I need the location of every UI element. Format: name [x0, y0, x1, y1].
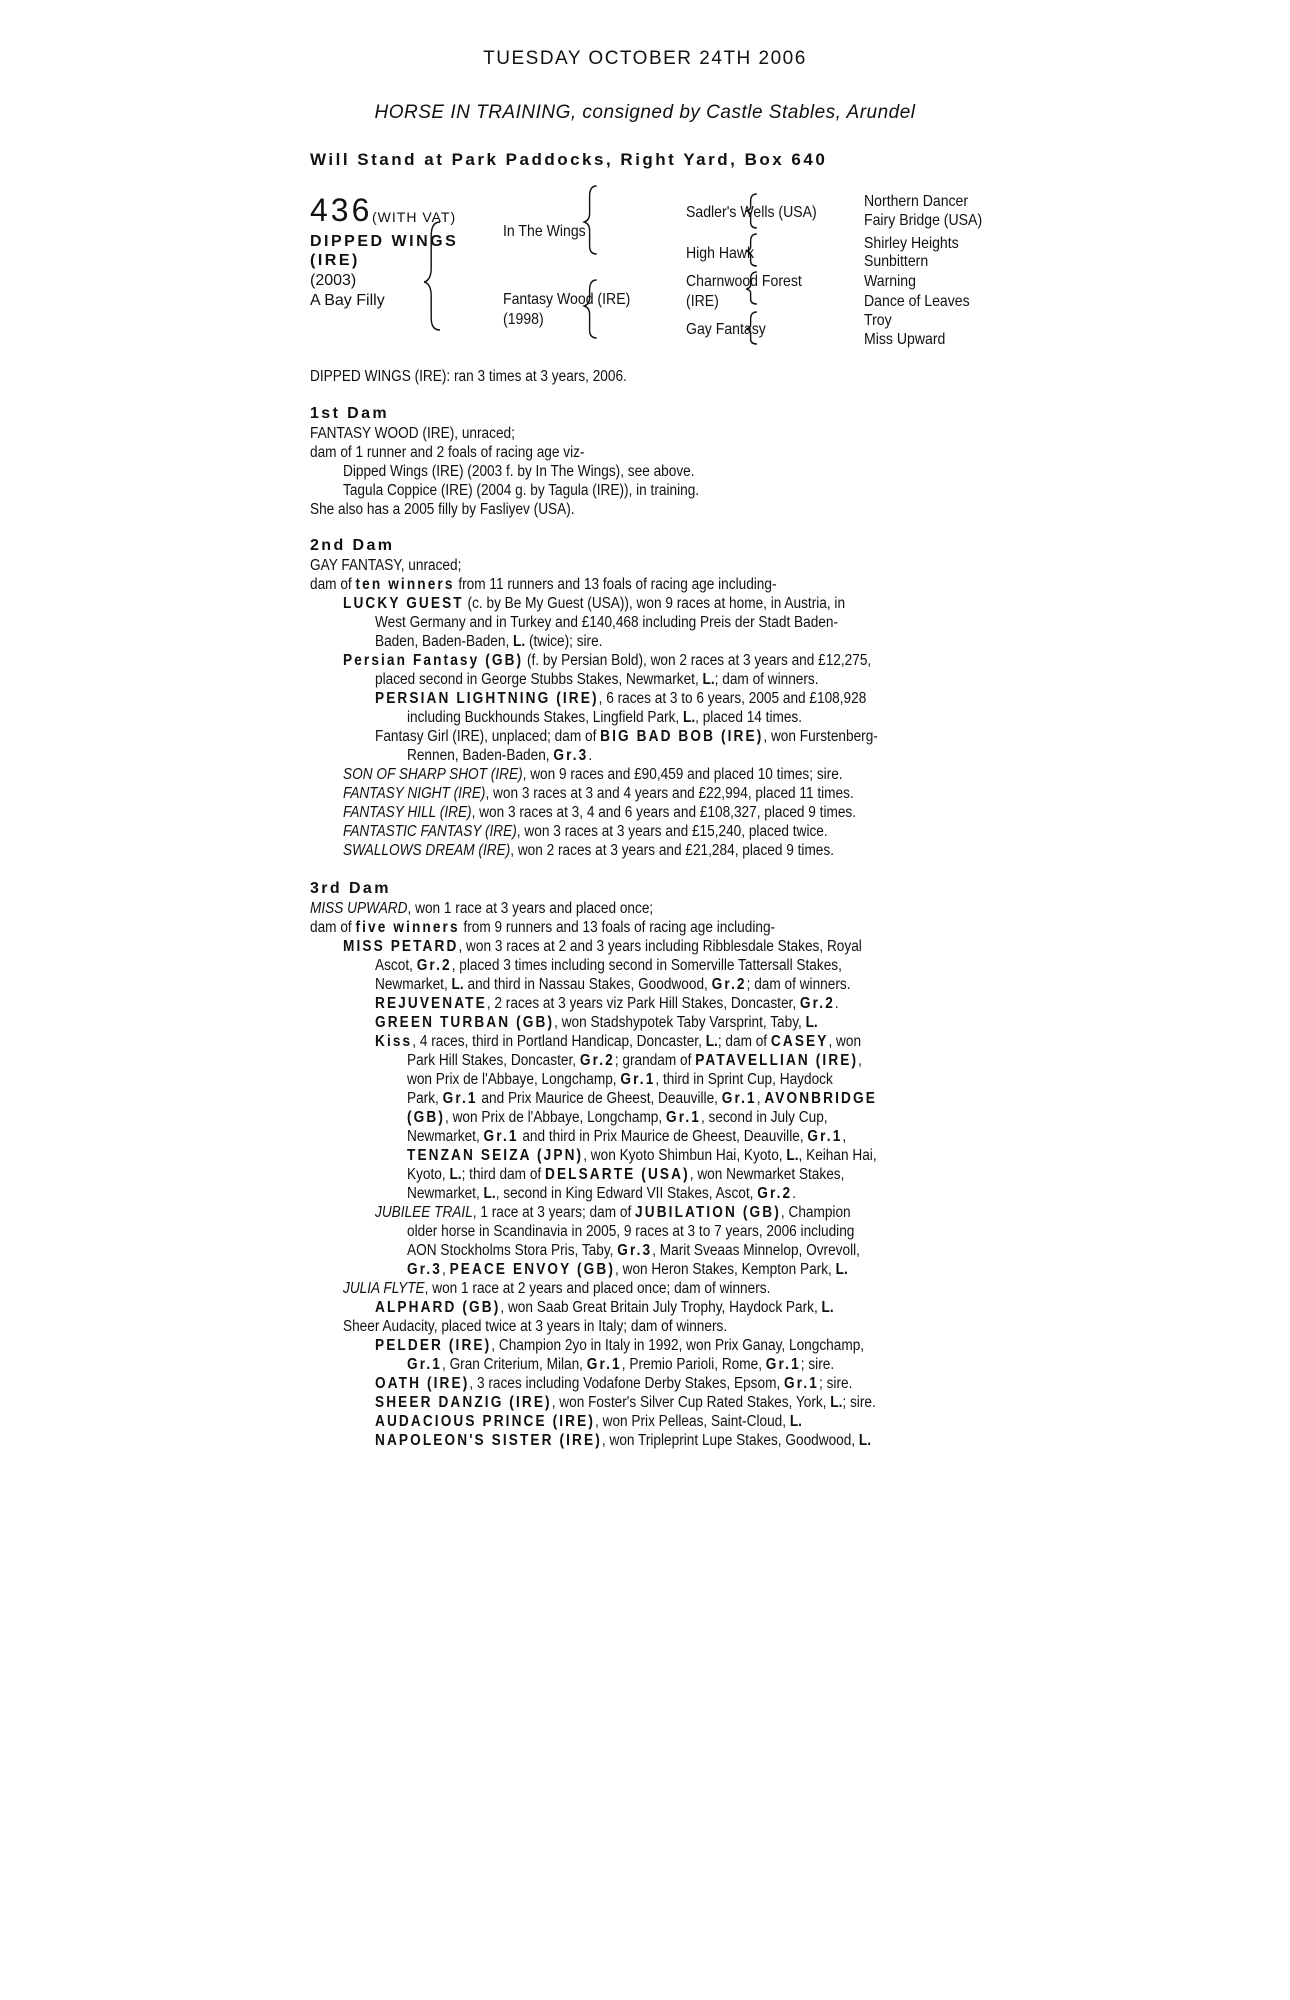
text-run: , Premio Parioli, Rome, — [621, 1356, 766, 1373]
pedigree-note-line — [375, 975, 850, 994]
text-run: AUDACIOUS PRINCE (IRE) — [375, 1413, 596, 1430]
pedigree-note-line — [375, 994, 839, 1013]
pedigree-note-line — [343, 937, 862, 956]
text-run: BIG BAD BOB (IRE) — [600, 728, 764, 745]
dam-heading-1: 1st Dam — [310, 405, 390, 422]
dam-heading-3: 3rd Dam — [310, 880, 391, 897]
text-run: , won Saab Great Britain July Trophy, Haydock Park, — [500, 1299, 822, 1316]
text-run: L. — [789, 1413, 802, 1430]
text-run: FANTASY NIGHT (IRE) — [343, 785, 486, 802]
text-run: , — [842, 1128, 847, 1145]
pedigree-note-line — [343, 1317, 727, 1336]
text-run: (twice); sire. — [525, 633, 603, 650]
text-run: Newmarket, — [375, 976, 452, 993]
pedigree-note-line — [310, 556, 461, 575]
text-run: Dipped Wings (IRE) (2003 f. by In The Wings), see above. — [343, 463, 695, 480]
pedigree-note-line — [343, 765, 843, 784]
pedigree-note-line — [343, 462, 695, 481]
text-run: Gr.2 — [711, 976, 747, 993]
dam-brace — [584, 280, 596, 338]
text-run: dam of — [310, 919, 356, 936]
text-run: , 6 races at 3 to 6 years, 2005 and £108,928 — [598, 690, 867, 707]
text-run: Ascot, — [375, 957, 417, 974]
ancestor-3: Shirley Heights — [864, 235, 959, 252]
text-run: AVONBRIDGE — [764, 1090, 877, 1107]
pedigree-note-line — [375, 1013, 818, 1032]
text-run: Newmarket, — [407, 1185, 484, 1202]
text-run: , won 9 races and £90,459 and placed 10 times; sire. — [522, 766, 843, 783]
pedigree-note-line — [310, 918, 775, 937]
text-run: PERSIAN LIGHTNING (IRE) — [375, 690, 599, 707]
text-run: Gr.2 — [799, 995, 835, 1012]
text-run: , won Furstenberg- — [763, 728, 878, 745]
text-run: L. — [835, 1261, 848, 1278]
dam-sire: Charnwood Forest — [686, 273, 802, 290]
text-run: and third in Prix Maurice de Gheest, Deauville, — [518, 1128, 808, 1145]
text-run: , 4 races, third in Portland Handicap, Doncaster, — [412, 1033, 706, 1050]
text-run: CASEY — [770, 1033, 829, 1050]
text-run: Rennen, Baden-Baden, — [407, 747, 554, 764]
pedigree-note-line — [375, 1032, 861, 1051]
pedigree-note-line — [343, 481, 699, 500]
text-run: ; grandam of — [614, 1052, 696, 1069]
ancestor-2: Fairy Bridge (USA) — [864, 212, 983, 229]
text-run: ALPHARD (GB) — [375, 1299, 501, 1316]
pedigree-note-line — [343, 651, 871, 670]
pedigree-note-line — [343, 803, 856, 822]
pedigree-note-line — [310, 500, 575, 519]
text-run: , won Heron Stakes, Kempton Park, — [615, 1261, 836, 1278]
text-run: L. — [683, 709, 696, 726]
pedigree-note-line — [407, 1260, 848, 1279]
pedigree-note-line — [407, 1146, 877, 1165]
pedigree-note-line — [375, 613, 838, 632]
dam-name: Fantasy Wood (IRE) — [503, 291, 631, 308]
ancestor-5: Warning — [864, 273, 916, 290]
text-run: (f. by Persian Bold), won 2 races at 3 years and £12,275, — [523, 652, 872, 669]
text-run: ; sire. — [842, 1394, 876, 1411]
text-run: Gr.2 — [579, 1052, 615, 1069]
text-run: PEACE ENVOY (GB) — [449, 1261, 616, 1278]
text-run: L. — [705, 1033, 718, 1050]
text-run: Persian Fantasy (GB) — [343, 652, 524, 669]
ancestor-4: Sunbittern — [864, 253, 929, 270]
text-run: ; dam of — [717, 1033, 771, 1050]
pedigree-note-line — [407, 1070, 833, 1089]
pedigree-note-line — [343, 1279, 770, 1298]
text-run: , won 3 races at 2 and 3 years including Ribblesdale Stakes, Royal — [458, 938, 862, 955]
text-run: , won Newmarket Stakes, — [689, 1166, 845, 1183]
text-run: , 2 races at 3 years viz Park Hill Stakes, Doncaster, — [486, 995, 800, 1012]
text-run: ; sire. — [819, 1375, 853, 1392]
text-run: Gr.3 — [407, 1261, 442, 1278]
text-run: , Keihan Hai, — [798, 1147, 877, 1164]
text-run: , won Tripleprint Lupe Stakes, Goodwood, — [601, 1432, 859, 1449]
vat-label: (WITH VAT) — [372, 209, 457, 225]
ancestor-1: Northern Dancer — [864, 193, 969, 210]
text-run: Gr.1 — [586, 1356, 622, 1373]
text-run: DELSARTE (USA) — [544, 1166, 690, 1183]
pedigree-note-line — [343, 822, 828, 841]
pedigree-note-line — [375, 727, 878, 746]
pedigree-note-line — [343, 784, 854, 803]
text-run: Gr.3 — [617, 1242, 653, 1259]
pedigree-note-line — [407, 1127, 846, 1146]
text-run: five winners — [355, 919, 460, 936]
pedigree-note-line — [310, 443, 584, 462]
pedigree-note-line — [343, 841, 834, 860]
dam-dam: Gay Fantasy — [686, 321, 766, 338]
text-run: . — [834, 995, 839, 1012]
text-run: JULIA FLYTE — [343, 1280, 425, 1297]
text-run: , second in King Edward VII Stakes, Ascot, — [495, 1185, 758, 1202]
text-run: Gr.1 — [442, 1090, 478, 1107]
text-run: Gr.1 — [721, 1090, 757, 1107]
pedigree-note-line — [375, 1336, 864, 1355]
text-run: L. — [449, 1166, 462, 1183]
pedigree-note-line — [375, 632, 602, 651]
pedigree-note-line — [407, 1165, 844, 1184]
text-run: Gr.1 — [407, 1356, 442, 1373]
text-run: Gr.1 — [483, 1128, 519, 1145]
text-run: L. — [702, 671, 715, 688]
horse-name: DIPPED WINGS — [310, 233, 459, 250]
text-run: West Germany and in Turkey and £140,468 including Preis der Stadt Baden- — [375, 614, 839, 631]
text-run: FANTASTIC FANTASY (IRE) — [343, 823, 517, 840]
text-run: older horse in Scandinavia in 2005, 9 races at 3 to 7 years, 2006 including — [407, 1223, 855, 1240]
text-run: placed second in George Stubbs Stakes, Newmarket, — [375, 671, 703, 688]
text-run: SHEER DANZIG (IRE) — [375, 1394, 552, 1411]
pedigree-note-line — [375, 956, 842, 975]
text-run: , won Stadshypotek Taby Varsprint, Taby, — [554, 1014, 806, 1031]
pedigree-note-line — [375, 1374, 852, 1393]
text-run: ; dam of winners. — [714, 671, 819, 688]
text-run: AON Stockholms Stora Pris, Taby, — [407, 1242, 618, 1259]
pedigree-note-line — [407, 1108, 828, 1127]
pedigree-note-line — [407, 746, 592, 765]
text-run: from 9 runners and 13 foals of racing age including- — [459, 919, 776, 936]
sire-brace — [584, 186, 596, 254]
text-run: , Gran Criterium, Milan, — [441, 1356, 587, 1373]
text-run: Fantasy Girl (IRE), unplaced; dam of — [375, 728, 601, 745]
text-run: Kyoto, — [407, 1166, 450, 1183]
pedigree-note-line — [310, 575, 777, 594]
text-run: , Champion 2yo in Italy in 1992, won Prix Ganay, Longchamp, — [491, 1337, 865, 1354]
text-run: Gr.1 — [620, 1071, 656, 1088]
text-run: JUBILEE TRAIL — [375, 1204, 473, 1221]
text-run: , won 3 races at 3, 4 and 6 years and £108,327, placed 9 times. — [471, 804, 857, 821]
text-run: Sheer Audacity, placed twice at 3 years in Italy; dam of winners. — [343, 1318, 728, 1335]
text-run: L. — [451, 976, 464, 993]
text-run: REJUVENATE — [375, 995, 487, 1012]
sire-dam: High Hawk — [686, 245, 755, 262]
text-run: ten winners — [355, 576, 455, 593]
pedigree-note-line — [375, 1393, 876, 1412]
text-run: , Champion — [780, 1204, 851, 1221]
text-run: including Buckhounds Stakes, Lingfield Park, — [407, 709, 684, 726]
foaling-year: (2003) — [310, 272, 357, 289]
text-run: PELDER (IRE) — [375, 1337, 492, 1354]
pedigree-note-line — [375, 1203, 851, 1222]
ancestor-6: Dance of Leaves — [864, 293, 970, 310]
lot-number: 436 — [310, 192, 373, 228]
text-run: . — [588, 747, 593, 764]
text-run: SWALLOWS DREAM (IRE) — [343, 842, 511, 859]
text-run: NAPOLEON'S SISTER (IRE) — [375, 1432, 602, 1449]
horse-description: A Bay Filly — [310, 292, 385, 309]
sire-sire: Sadler's Wells (USA) — [686, 204, 817, 221]
text-run: L. — [821, 1299, 834, 1316]
text-run: , 3 races including Vodafone Derby Stakes, Epsom, — [469, 1375, 785, 1392]
text-run: JUBILATION (GB) — [635, 1204, 781, 1221]
text-run: L. — [858, 1432, 872, 1449]
race-record: DIPPED WINGS (IRE): ran 3 times at 3 years, 2006. — [310, 368, 627, 385]
text-run: , won 3 races at 3 years and £15,240, placed twice. — [516, 823, 828, 840]
text-run: dam of 1 runner and 2 foals of racing age viz- — [310, 444, 585, 461]
text-run: , won Foster's Silver Cup Rated Stakes, York, — [551, 1394, 831, 1411]
pedigree-note-line — [310, 899, 653, 918]
pedigree-note-line — [407, 1355, 834, 1374]
text-run: Gr.2 — [416, 957, 452, 974]
text-run: and third in Nassau Stakes, Goodwood, — [463, 976, 712, 993]
text-run: Tagula Coppice (IRE) (2004 g. by Tagula (IRE)), in training. — [343, 482, 700, 499]
text-run: GAY FANTASY, unraced; — [310, 557, 462, 574]
text-run: Newmarket, — [407, 1128, 484, 1145]
pedigree-note-line — [310, 424, 515, 443]
text-run: from 11 runners and 13 foals of racing age including- — [454, 576, 777, 593]
pedigree-note-line — [407, 1222, 854, 1241]
text-run: Park Hill Stakes, Doncaster, — [407, 1052, 580, 1069]
text-run: , — [756, 1090, 765, 1107]
pedigree-note-line — [407, 708, 802, 727]
text-run: MISS UPWARD — [310, 900, 408, 917]
pedigree-note-line — [407, 1051, 862, 1070]
text-run: L. — [830, 1394, 843, 1411]
text-run: ; dam of winners. — [746, 976, 851, 993]
text-run: L. — [805, 1014, 818, 1031]
text-run: LUCKY GUEST — [343, 595, 464, 612]
text-run: , — [441, 1261, 450, 1278]
text-run: , won 3 races at 3 and 4 years and £22,994, placed 11 times. — [485, 785, 854, 802]
text-run: ; third dam of — [461, 1166, 545, 1183]
text-run: Gr.1 — [807, 1128, 843, 1145]
text-run: , won Kyoto Shimbun Hai, Kyoto, — [583, 1147, 787, 1164]
pedigree-note-line — [375, 1431, 871, 1450]
text-run: , won 2 races at 3 years and £21,284, placed 9 times. — [510, 842, 835, 859]
pedigree-note-line — [375, 689, 866, 708]
text-run: TENZAN SEIZA (JPN) — [407, 1147, 584, 1164]
consignment-line: HORSE IN TRAINING, consigned by Castle Stables, Arundel — [374, 102, 916, 123]
text-run: Kiss — [375, 1033, 413, 1050]
pedigree-note-line — [375, 1298, 834, 1317]
text-run: GREEN TURBAN (GB) — [375, 1014, 555, 1031]
text-run: , won Prix de l'Abbaye, Longchamp, — [445, 1109, 666, 1126]
text-run: , placed 3 times including second in Somerville Tattersall Stakes, — [451, 957, 842, 974]
dam-sire-suffix: (IRE) — [686, 293, 719, 310]
text-run: . — [792, 1185, 797, 1202]
text-run: MISS PETARD — [343, 938, 459, 955]
text-run: FANTASY HILL (IRE) — [343, 804, 472, 821]
text-run: Gr.3 — [553, 747, 589, 764]
text-run: FANTASY WOOD (IRE), unraced; — [310, 425, 515, 442]
stand-location: Will Stand at Park Paddocks, Right Yard, Box 640 — [310, 150, 828, 169]
text-run: SON OF SHARP SHOT (IRE) — [343, 766, 523, 783]
text-run: , second in July Cup, — [700, 1109, 828, 1126]
text-run: Gr.1 — [784, 1375, 820, 1392]
text-run: , won Prix Pelleas, Saint-Cloud, — [595, 1413, 790, 1430]
text-run: ; sire. — [800, 1356, 835, 1373]
text-run: , won — [828, 1033, 862, 1050]
text-run: Park, — [407, 1090, 443, 1107]
ancestor-8: Miss Upward — [864, 331, 946, 348]
text-run: and Prix Maurice de Gheest, Deauville, — [477, 1090, 722, 1107]
text-run: (c. by Be My Guest (USA)), won 9 races at home, in Austria, in — [463, 595, 846, 612]
text-run: , Marit Sveaas Minnelop, Ovrevoll, — [652, 1242, 860, 1259]
ancestor-7: Troy — [864, 312, 892, 329]
text-run: Gr.2 — [757, 1185, 793, 1202]
dam-year: (1998) — [503, 311, 544, 328]
pedigree-note-line — [375, 670, 819, 689]
text-run: (GB) — [407, 1109, 446, 1126]
text-run: , won 1 race at 3 years and placed once; — [407, 900, 654, 917]
text-run: She also has a 2005 filly by Fasliyev (USA). — [310, 501, 575, 518]
text-run: won Prix de l'Abbaye, Longchamp, — [407, 1071, 621, 1088]
text-run: Gr.1 — [765, 1356, 801, 1373]
sale-date: TUESDAY OCTOBER 24TH 2006 — [483, 48, 807, 69]
text-run: dam of — [310, 576, 356, 593]
text-run: , won 1 race at 2 years and placed once; dam of winners. — [424, 1280, 771, 1297]
text-run: OATH (IRE) — [375, 1375, 470, 1392]
text-run: , placed 14 times. — [695, 709, 803, 726]
pedigree-note-line — [343, 594, 845, 613]
pedigree-note-line — [407, 1241, 860, 1260]
text-run: L. — [483, 1185, 496, 1202]
dam-heading-2: 2nd Dam — [310, 537, 395, 554]
pedigree-note-line — [375, 1412, 802, 1431]
text-run: , 1 race at 3 years; dam of — [472, 1204, 636, 1221]
text-run: L. — [786, 1147, 799, 1164]
sire-name: In The Wings — [503, 223, 586, 240]
text-run: , — [858, 1052, 862, 1069]
text-run: Baden, Baden-Baden, — [375, 633, 514, 650]
text-run: , third in Sprint Cup, Haydock — [655, 1071, 833, 1088]
text-run: PATAVELLIAN (IRE) — [695, 1052, 859, 1069]
pedigree-note-line — [407, 1089, 877, 1108]
text-run: Gr.1 — [665, 1109, 701, 1126]
text-run: L. — [513, 633, 526, 650]
main-brace — [424, 222, 440, 330]
horse-name-suffix: (IRE) — [310, 252, 360, 269]
pedigree-note-line — [407, 1184, 796, 1203]
